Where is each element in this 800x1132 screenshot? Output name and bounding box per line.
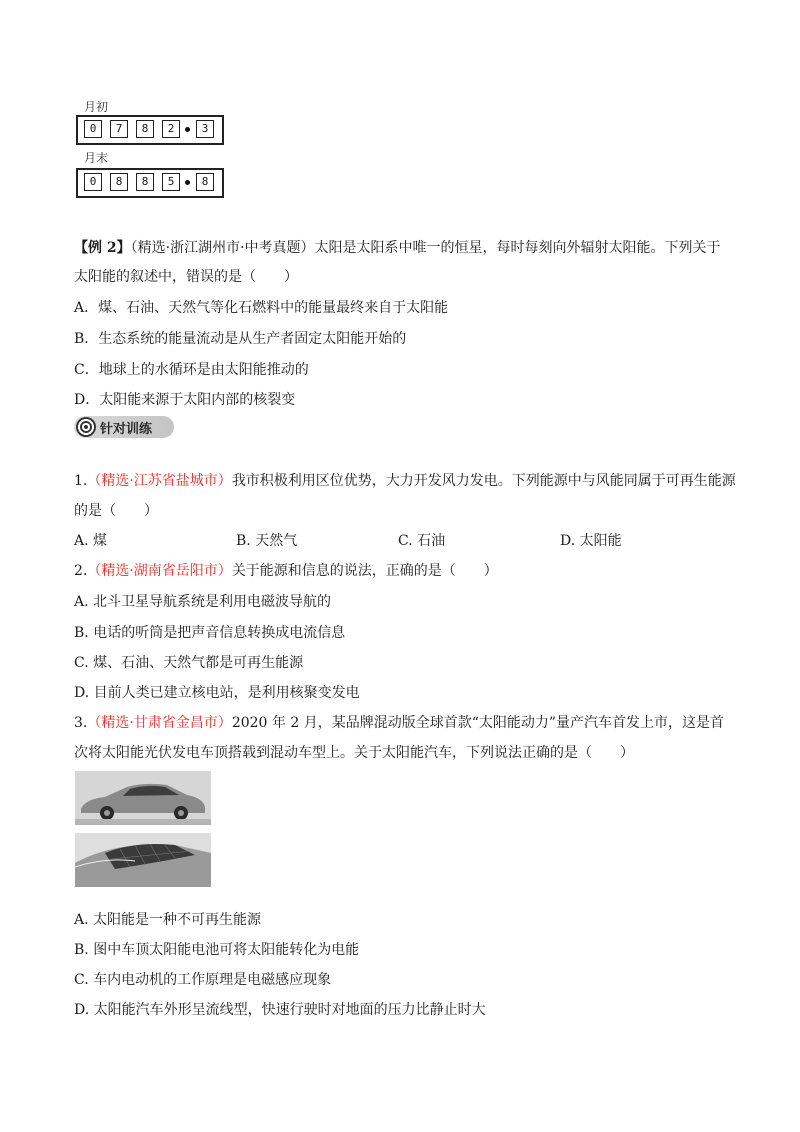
q2-source: （精选·湖南省岳阳市）: [87, 563, 232, 579]
q3-source: （精选·甘肃省金昌市）: [87, 715, 232, 731]
solar-roof-image: [75, 833, 211, 887]
q1-option-c: C. 石油: [398, 533, 446, 549]
meter-start: [76, 115, 224, 145]
target-icon: [76, 417, 96, 437]
meter-end: [76, 168, 224, 198]
q1-source: （精选·江苏省盐城市）: [87, 473, 232, 489]
example2-option-d: D．太阳能来源于太阳内部的核裂变: [74, 392, 296, 408]
q1-line1: [74, 470, 736, 490]
meter-digit: 2: [162, 120, 180, 138]
meter-digit: 7: [110, 120, 128, 138]
q3-option-b: B. 图中车顶太阳能电池可将太阳能转化为电能: [74, 942, 360, 958]
q3-option-d: D. 太阳能汽车外形呈流线型，快速行驶时对地面的压力比静止时大: [74, 1002, 486, 1018]
meter-start-label: 月初: [84, 100, 109, 114]
q3-line1: [74, 712, 724, 732]
q3-option-c: C. 车内电动机的工作原理是电磁感应现象: [74, 972, 332, 988]
q2-option-c: C. 煤、石油、天然气都是可再生能源: [74, 655, 304, 671]
section-header: [74, 416, 174, 438]
meter-digit: 8: [110, 173, 128, 191]
q3-line2: 次将太阳能光伏发电车顶搭载到混动车型上。关于太阳能汽车，下列说法正确的是（ ）: [74, 745, 634, 761]
q1-text: 我市积极利用区位优势，大力开发风力发电。下列能源中与风能同属于可再生能源: [231, 473, 736, 489]
meter-digit: 8: [136, 173, 154, 191]
meter-digit: 5: [162, 173, 180, 191]
q1-option-d: D. 太阳能: [560, 533, 622, 549]
q1-number: 1.: [74, 473, 88, 489]
q3-text: 2020 年 2 月，某品牌混动版全球首款“太阳能动力”量产汽车首发上市，这是首: [231, 715, 725, 731]
q1-option-b: B. 天然气: [236, 533, 298, 549]
q2-option-a: A. 北斗卫星导航系统是利用电磁波导航的: [74, 594, 332, 610]
meter-digit: 8: [196, 173, 214, 191]
example2-option-a: A．煤、石油、天然气等化石燃料中的能量最终来自于太阳能: [74, 300, 449, 316]
q2-option-d: D. 目前人类已建立核电站，是利用核聚变发电: [74, 685, 360, 701]
example2-line2: 太阳能的叙述中，错误的是（ ）: [74, 269, 298, 285]
meter-digit: 0: [84, 173, 102, 191]
meter-digit: 8: [136, 120, 154, 138]
example2-line1: [74, 237, 721, 257]
solar-roof-photo: [75, 833, 211, 887]
example2-option-b: B．生态系统的能量流动是从生产者固定太阳能开始的: [74, 331, 407, 347]
q2-text: 关于能源和信息的说法，正确的是（ ）: [231, 563, 498, 579]
meter-digit: 0: [84, 120, 102, 138]
decimal-point: [185, 180, 190, 185]
car-photo: [75, 771, 211, 825]
example2-lead: 【例 2】: [74, 240, 131, 256]
q2-option-b: B. 电话的听筒是把声音信息转换成电流信息: [74, 625, 346, 641]
q1-line2: 的是（ ）: [74, 503, 158, 519]
q3-number: 3.: [74, 715, 88, 731]
q1-option-a: A. 煤: [74, 533, 108, 549]
car-image: [75, 771, 211, 825]
q2-line1: [74, 560, 498, 580]
section-title: 针对训练: [100, 422, 153, 437]
q3-option-a: A. 太阳能是一种不可再生能源: [74, 912, 262, 928]
meter-digit: 3: [196, 120, 214, 138]
example2-text: （精选·浙江湖州市·中考真题）太阳是太阳系中唯一的恒星，每时每刻向外辐射太阳能。下列关于: [130, 240, 721, 256]
q2-number: 2.: [74, 563, 88, 579]
meter-end-label: 月末: [84, 151, 109, 165]
decimal-point: [185, 127, 190, 132]
example2-option-c: C．地球上的水循环是由太阳能推动的: [74, 362, 309, 378]
